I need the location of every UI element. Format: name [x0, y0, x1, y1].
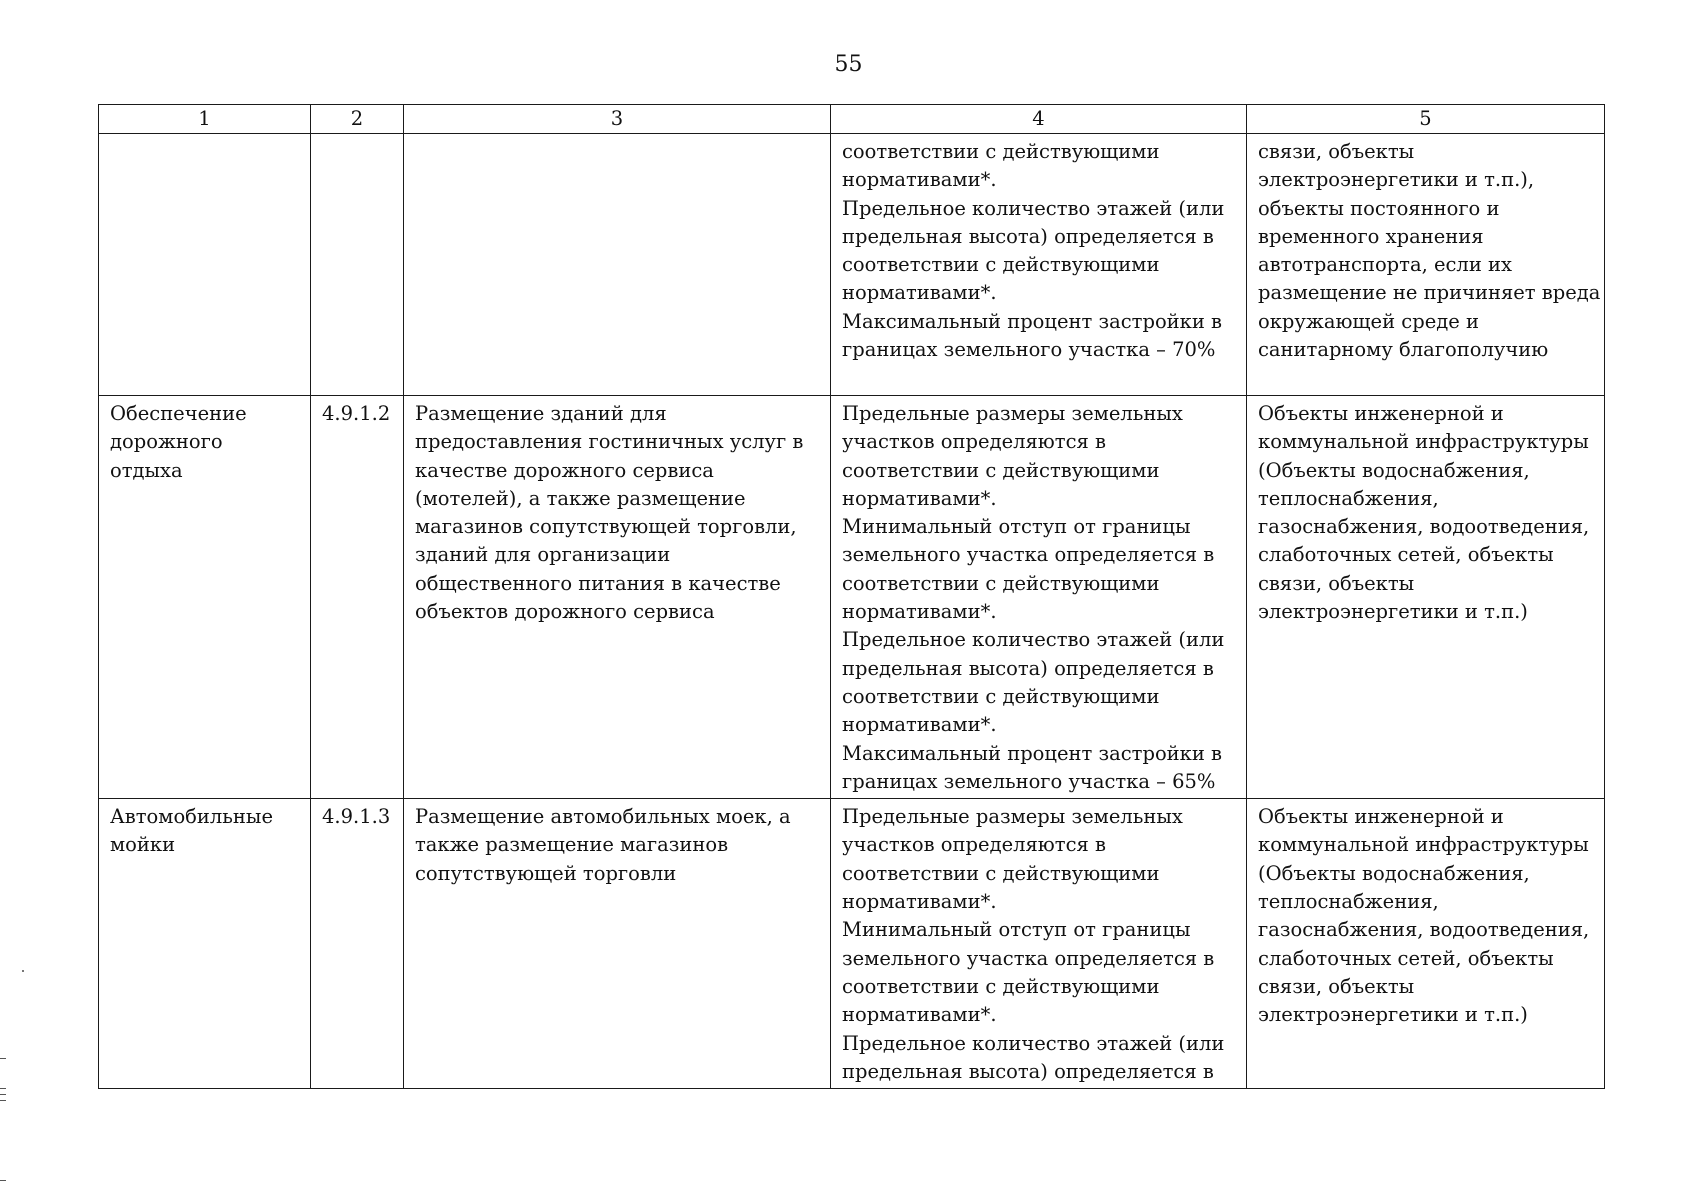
parameters-line: соответствии с действующими — [842, 571, 1160, 595]
parameters-cell — [831, 396, 1247, 799]
scan-artifact-dot — [22, 970, 24, 972]
auxiliary-line: объекты постоянного и — [1258, 196, 1500, 220]
description-line: магазинов сопутствующей торговли, — [415, 515, 797, 539]
parameters-line: Максимальный процент застройки в — [842, 741, 1223, 765]
auxiliary-line: газоснабжения, водоотведения, — [1258, 918, 1590, 942]
parameters-line: Минимальный отступ от границы — [842, 918, 1191, 942]
parameters-line: границах земельного участка – 65% — [842, 769, 1216, 793]
auxiliary-line: размещение не причиняет вреда — [1258, 281, 1601, 305]
use-name-line: Обеспечение — [110, 402, 247, 425]
parameters-cell — [831, 134, 1247, 396]
scan-artifact-mark — [0, 1180, 6, 1181]
use-name-line: дорожного — [110, 430, 223, 454]
parameters-line: нормативами*. — [842, 168, 997, 192]
parameters-line: нормативами*. — [842, 281, 997, 305]
parameters-line: Предельные размеры земельных — [842, 805, 1183, 829]
parameters-line: соответствии с действующими — [842, 974, 1160, 998]
parameters-line: соответствии с действующими — [842, 861, 1160, 885]
parameters-line: Предельное количество этажей (или — [842, 196, 1225, 220]
table-row-car-wash — [99, 799, 1605, 1089]
parameters-line: нормативами*. — [842, 486, 997, 510]
page-number: 55 — [834, 52, 863, 77]
use-code-cell: 4.9.1.3 — [311, 799, 404, 1089]
auxiliary-line: электроэнергетики и т.п.), — [1258, 168, 1535, 192]
column-header-5: 5 — [1247, 105, 1605, 134]
parameters-line: земельного участка определяется в — [842, 543, 1215, 567]
auxiliary-line: связи, объекты — [1258, 140, 1415, 163]
parameters-line: нормативами*. — [842, 600, 997, 624]
auxiliary-line: теплоснабжения, — [1258, 486, 1439, 510]
description-line: предоставления гостиничных услуг в — [415, 430, 804, 454]
description-line: (мотелей), а также размещение — [415, 486, 746, 510]
auxiliary-line: Объекты инженерной и — [1258, 402, 1504, 425]
auxiliary-line: окружающей среде и — [1258, 309, 1479, 333]
auxiliary-uses-cell — [1247, 799, 1605, 1089]
parameters-line: границах земельного участка – 70% — [842, 338, 1216, 362]
parameters-line: предельная высота) определяется в — [842, 656, 1214, 680]
column-header-3: 3 — [404, 105, 831, 134]
auxiliary-line: связи, объекты — [1258, 571, 1415, 595]
table-row-road-rest — [99, 396, 1605, 799]
use-name-cell — [99, 396, 311, 799]
use-name-cell — [99, 134, 311, 396]
auxiliary-line: слаботочных сетей, объекты — [1258, 543, 1554, 567]
parameters-line: предельная высота) определяется в — [842, 1059, 1214, 1083]
description-line: зданий для организации — [415, 543, 671, 567]
parameters-line: Минимальный отступ от границы — [842, 515, 1191, 539]
parameters-line: Предельные размеры земельных — [842, 402, 1183, 425]
parameters-line: Предельное количество этажей (или — [842, 628, 1225, 652]
use-description-cell — [404, 134, 831, 396]
auxiliary-line: (Объекты водоснабжения, — [1258, 458, 1530, 482]
use-name-line: Автомобильные — [110, 805, 273, 829]
use-description-cell — [404, 799, 831, 1089]
parameters-line: нормативами*. — [842, 713, 997, 737]
description-line: качестве дорожного сервиса — [415, 458, 714, 482]
auxiliary-line: (Объекты водоснабжения, — [1258, 861, 1530, 885]
description-line: сопутствующей торговли — [415, 861, 677, 885]
parameters-line: соответствии с действующими — [842, 140, 1160, 163]
auxiliary-uses-cell — [1247, 134, 1605, 396]
auxiliary-line: электроэнергетики и т.п.) — [1258, 600, 1528, 624]
column-header-1: 1 — [99, 105, 311, 134]
auxiliary-line: связи, объекты — [1258, 974, 1415, 998]
zoning-table — [98, 104, 1605, 1089]
column-header-2: 2 — [311, 105, 404, 134]
auxiliary-line: слаботочных сетей, объекты — [1258, 946, 1554, 970]
auxiliary-uses-cell — [1247, 396, 1605, 799]
use-name-line: мойки — [110, 833, 176, 857]
parameters-line: Предельное количество этажей (или — [842, 1031, 1225, 1055]
parameters-line: Максимальный процент застройки в — [842, 309, 1223, 333]
auxiliary-line: санитарному благополучию — [1258, 338, 1549, 362]
header-row — [99, 105, 1605, 134]
parameters-line: соответствии с действующими — [842, 458, 1160, 482]
auxiliary-line: электроэнергетики и т.п.) — [1258, 1003, 1528, 1027]
parameters-line: участков определяются в — [842, 833, 1106, 857]
scan-artifact-mark — [0, 1088, 6, 1089]
parameters-line: участков определяются в — [842, 430, 1106, 454]
auxiliary-line: Объекты инженерной и — [1258, 805, 1504, 829]
auxiliary-line: газоснабжения, водоотведения, — [1258, 515, 1590, 539]
scan-artifact-mark — [0, 1094, 6, 1095]
scan-artifact-mark — [0, 1100, 6, 1101]
parameters-cell — [831, 799, 1247, 1089]
description-line: также размещение магазинов — [415, 833, 729, 857]
parameters-line: нормативами*. — [842, 1003, 997, 1027]
description-line: Размещение автомобильных моек, а — [415, 805, 791, 829]
description-line: общественного питания в качестве — [415, 571, 781, 595]
parameters-line: предельная высота) определяется в — [842, 224, 1214, 248]
use-description-cell — [404, 396, 831, 799]
description-line: объектов дорожного сервиса — [415, 600, 715, 624]
auxiliary-line: коммунальной инфраструктуры — [1258, 430, 1589, 454]
auxiliary-line: теплоснабжения, — [1258, 890, 1439, 914]
auxiliary-line: коммунальной инфраструктуры — [1258, 833, 1589, 857]
description-line: Размещение зданий для — [415, 402, 667, 425]
use-code-cell — [311, 134, 404, 396]
parameters-line: нормативами*. — [842, 890, 997, 914]
column-header-4: 4 — [831, 105, 1247, 134]
use-name-cell — [99, 799, 311, 1089]
parameters-line: соответствии с действующими — [842, 684, 1160, 708]
parameters-line: соответствии с действующими — [842, 253, 1160, 277]
auxiliary-line: временного хранения — [1258, 224, 1484, 248]
table-row-continuation — [99, 134, 1605, 396]
auxiliary-line: автотранспорта, если их — [1258, 253, 1513, 277]
parameters-line: земельного участка определяется в — [842, 946, 1215, 970]
use-code-cell: 4.9.1.2 — [311, 396, 404, 799]
use-name-line: отдыха — [110, 458, 183, 482]
scan-artifact-mark — [0, 1058, 6, 1059]
